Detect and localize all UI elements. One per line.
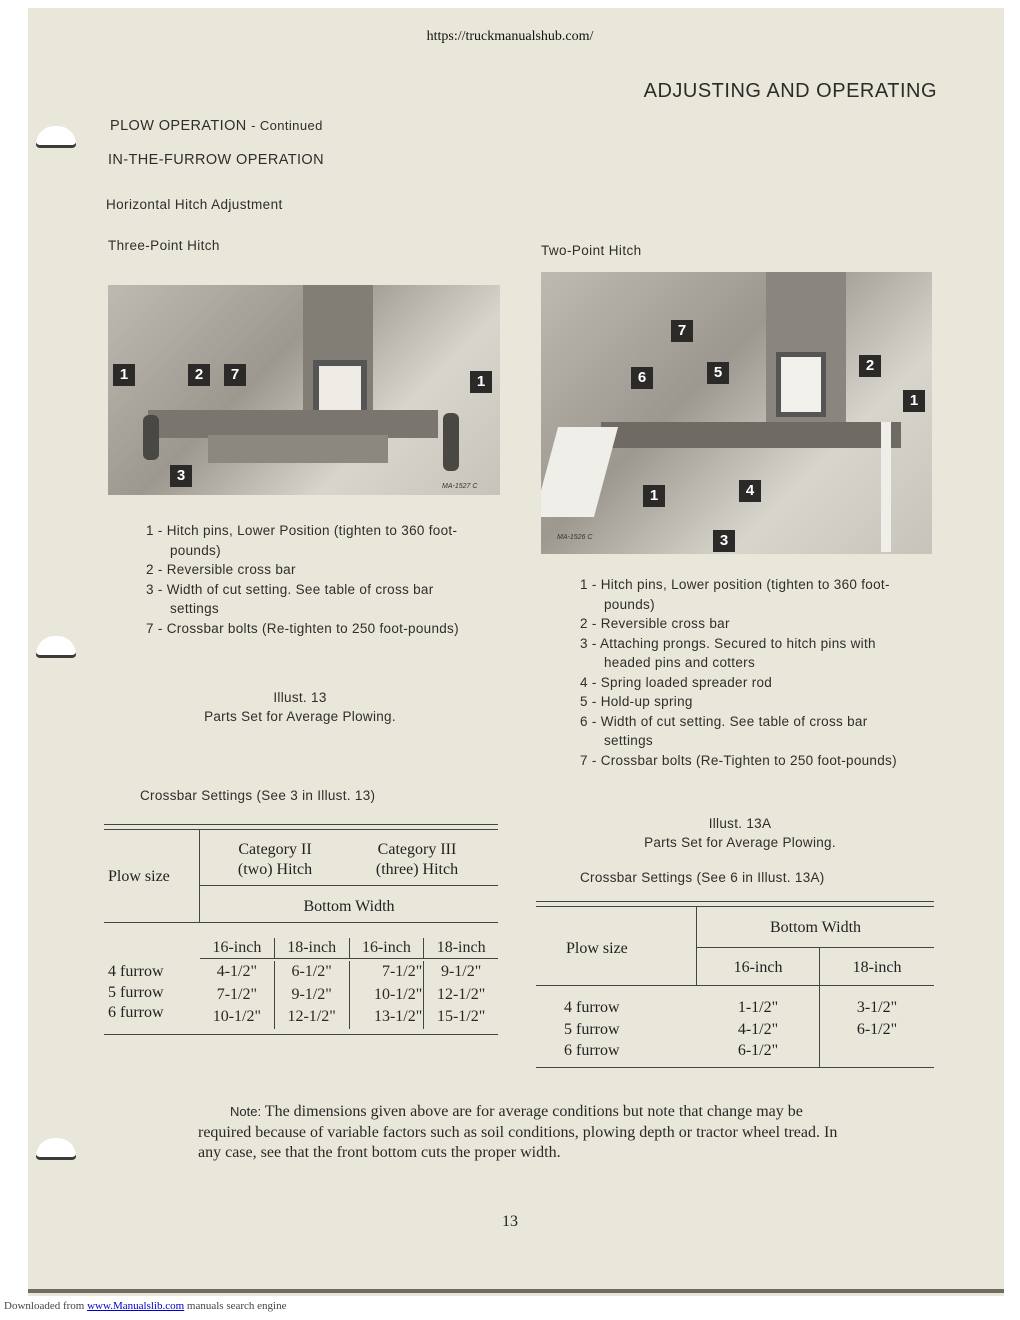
photo-id: MA-1526 C xyxy=(557,534,593,541)
table-row-label: 4 furrow xyxy=(564,999,620,1016)
table-cell: 6-1/2" xyxy=(856,1020,898,1038)
note-label: Note: xyxy=(230,1104,262,1119)
header-bottom-width: Bottom Width xyxy=(303,898,395,915)
table-cell: 4-1/2" xyxy=(737,1020,779,1038)
section-title: ADJUSTING AND OPERATING xyxy=(643,80,937,102)
legend-item: 1 - Hitch pins, Lower Position (tighten to 360 foot-pounds) xyxy=(146,523,458,558)
illustration-13a-legend xyxy=(580,575,910,770)
table-cell: 6-1/2" xyxy=(737,1042,779,1059)
col-header: 18-inch xyxy=(424,938,498,959)
table-row xyxy=(200,1006,498,1029)
table-cell: 15-1/2" xyxy=(424,1006,498,1029)
crossbar-settings-table-1 xyxy=(104,830,498,1036)
table-row-label: 5 furrow xyxy=(564,1020,620,1038)
col-header: 16-inch xyxy=(200,938,274,959)
table-row xyxy=(200,961,498,984)
col-header: 18-inch xyxy=(852,959,902,976)
header-category-2: Category II (two) Hitch xyxy=(237,841,313,878)
col-18-inch-values xyxy=(820,997,934,1040)
table-cell: 7-1/2" xyxy=(216,985,258,1003)
table-1-values xyxy=(200,961,498,1029)
header-plow-size: Plow size xyxy=(566,940,628,957)
col-16-inch-values xyxy=(697,997,819,1062)
table-1-grid xyxy=(200,938,498,959)
heading-three-point-hitch: Three-Point Hitch xyxy=(108,238,220,253)
col-header: 18-inch xyxy=(274,938,349,959)
row-labels xyxy=(108,962,164,1024)
table-cell: 7-1/2" xyxy=(349,961,424,984)
table-row xyxy=(200,984,498,1007)
table-row-label: 5 furrow xyxy=(108,983,164,1001)
heading-horizontal-hitch: Horizontal Hitch Adjustment xyxy=(106,197,283,212)
heading-plow-operation: PLOW OPERATION - Continued xyxy=(110,118,323,134)
callout-5: 5 xyxy=(707,362,729,384)
row-labels xyxy=(564,997,620,1062)
header-category-3: Category III (three) Hitch xyxy=(375,841,459,878)
legend-item: 5 - Hold-up spring xyxy=(580,694,693,709)
heading-two-point-hitch: Two-Point Hitch xyxy=(541,243,642,258)
callout-3: 3 xyxy=(713,530,735,552)
header-bottom-width: Bottom Width xyxy=(769,919,862,936)
table-cell: 9-1/2" xyxy=(424,961,498,984)
manualslib-link[interactable]: www.Manualslib.com xyxy=(87,1300,185,1312)
note-paragraph xyxy=(198,1102,858,1164)
table-cell: 10-1/2" xyxy=(349,984,424,1007)
legend-item: 4 - Spring loaded spreader rod xyxy=(580,674,773,690)
table-cell: 13-1/2" xyxy=(349,1006,424,1029)
callout-6: 6 xyxy=(631,367,653,389)
illustration-13a-caption: Illust. 13A Parts Set for Average Plowing. xyxy=(644,816,836,850)
table-cell: 1-1/2" xyxy=(737,999,779,1016)
photo-id: MA-1527 C xyxy=(442,483,478,490)
legend-item: 2 - Reversible cross bar xyxy=(580,616,730,631)
table-cell: 12-1/2" xyxy=(424,984,498,1007)
illustration-13-photo xyxy=(108,285,500,495)
callout-7: 7 xyxy=(671,320,693,342)
note-text: The dimensions given above are for average conditions but note that change may be required because of variable factors such as soil conditions, plowing depth or tractor wheel tread. In any case, see that the front bottom cuts the proper width. xyxy=(198,1103,838,1161)
table-cell: 3-1/2" xyxy=(856,999,898,1016)
legend-item: 1 - Hitch pins, Lower position (tighten to 360 foot-pounds) xyxy=(580,577,890,612)
callout-2: 2 xyxy=(859,355,881,377)
illustration-13a-photo xyxy=(541,272,932,554)
legend-item: 3 - Attaching prongs. Secured to hitch pins with headed pins and cotters xyxy=(580,635,876,670)
callout-1: 1 xyxy=(113,364,135,386)
callout-7: 7 xyxy=(224,364,246,386)
table-cell: 6-1/2" xyxy=(274,961,349,984)
footer-prefix: Downloaded from xyxy=(4,1300,85,1312)
col-header: 16-inch xyxy=(733,959,783,976)
table-1-title: Crossbar Settings (See 3 in Illust. 13) xyxy=(140,788,376,803)
callout-2: 2 xyxy=(188,364,210,386)
table-cell: 9-1/2" xyxy=(274,984,349,1007)
table-row-label: 6 furrow xyxy=(108,1004,164,1021)
illustration-13-legend xyxy=(146,521,466,638)
legend-item: 2 - Reversible cross bar xyxy=(146,562,296,577)
header-url[interactable]: https://truckmanualshub.com/ xyxy=(426,29,594,44)
illustration-13-caption: Illust. 13 Parts Set for Average Plowing. xyxy=(204,690,396,724)
callout-1: 1 xyxy=(643,485,665,507)
table-cell: 12-1/2" xyxy=(274,1006,349,1029)
header-plow-size: Plow size xyxy=(108,868,170,885)
callout-1: 1 xyxy=(903,390,925,412)
table-row-label: 6 furrow xyxy=(564,1042,620,1059)
footer xyxy=(4,1300,286,1312)
footer-suffix: manuals search engine xyxy=(186,1300,287,1312)
table-2-title: Crossbar Settings (See 6 in Illust. 13A) xyxy=(580,870,825,885)
legend-item: 6 - Width of cut setting. See table of cross bar settings xyxy=(580,713,868,748)
table-cell: 4-1/2" xyxy=(216,963,258,980)
legend-item: 7 - Crossbar bolts (Re-tighten to 250 foot-pounds) xyxy=(146,620,459,636)
page-edge xyxy=(28,1289,1004,1293)
callout-1: 1 xyxy=(470,371,492,393)
crossbar-settings-table-2 xyxy=(536,907,934,1069)
page-number: 13 xyxy=(502,1213,518,1230)
legend-item: 3 - Width of cut setting. See table of cross bar settings xyxy=(146,581,434,616)
table-cell: 10-1/2" xyxy=(212,1008,262,1025)
heading-in-the-furrow: IN-THE-FURROW OPERATION xyxy=(108,152,324,168)
col-header: 16-inch xyxy=(349,938,424,959)
legend-item: 7 - Crossbar bolts (Re-Tighten to 250 foot-pounds) xyxy=(580,752,897,768)
callout-4: 4 xyxy=(739,480,761,502)
callout-3: 3 xyxy=(170,465,192,487)
table-row-label: 4 furrow xyxy=(108,963,164,980)
